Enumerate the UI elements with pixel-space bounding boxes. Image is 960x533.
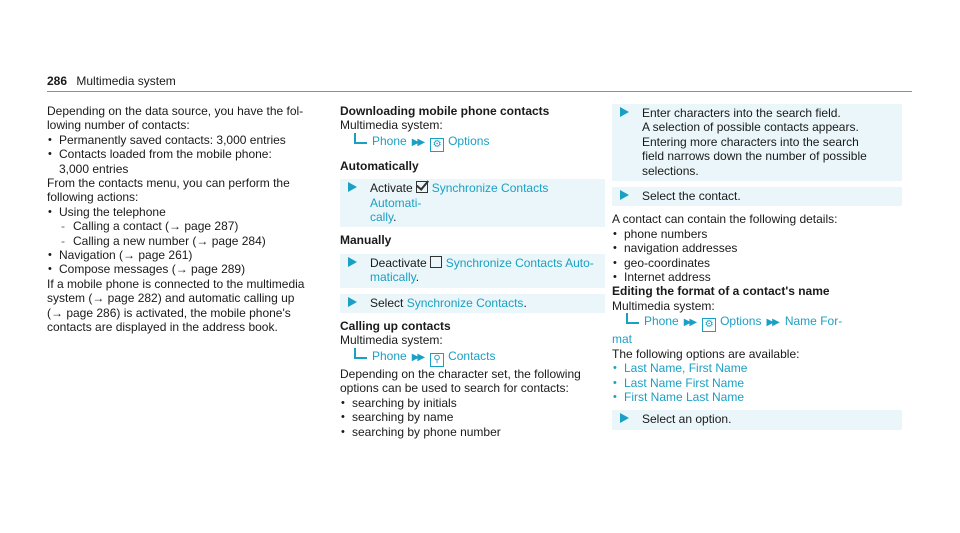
return-arrow-icon: [354, 133, 367, 144]
sub-list-item[interactable]: - Calling a contact (→ page 287): [47, 219, 317, 233]
double-chevron-icon: ▶▶: [411, 351, 424, 363]
double-chevron-icon: ▶▶: [766, 317, 778, 329]
subheading: Manually: [340, 233, 392, 248]
step-arrow-icon: [348, 257, 357, 267]
instruction-step: [612, 410, 902, 429]
double-chevron-icon: ▶▶: [683, 317, 696, 329]
step-text: Entering more characters into the search: [642, 134, 859, 149]
menu-path: [340, 348, 605, 367]
option-item[interactable]: • First Name Last Name: [612, 390, 902, 404]
return-arrow-icon: [626, 313, 639, 324]
paragraph-line: options can be used to search for contacts:: [340, 381, 569, 396]
list-item[interactable]: • Compose messages (→ page 289): [47, 262, 317, 276]
step-text: A selection of possible contacts appears.: [642, 120, 859, 135]
double-chevron-icon: ▶▶: [411, 136, 424, 148]
menu-name-format[interactable]: Name For-: [784, 314, 843, 329]
column-2: [340, 104, 605, 439]
step-text: Activate: [370, 181, 413, 196]
setting-link[interactable]: Synchronize Contacts Auto-: [445, 255, 594, 270]
menu-path-label: Multimedia system:: [340, 118, 443, 133]
section-title: Multimedia system: [76, 74, 176, 88]
return-arrow-icon: [354, 348, 367, 359]
checkbox-unchecked-icon: [430, 256, 442, 268]
column-1: [47, 104, 317, 335]
gear-icon: ⚙: [430, 138, 444, 152]
option-item[interactable]: • Last Name, First Name: [612, 361, 902, 375]
paragraph: [340, 367, 605, 396]
step-arrow-icon: [348, 182, 357, 192]
menu-path-label: Multimedia system:: [340, 333, 443, 348]
menu-phone[interactable]: Phone: [372, 348, 407, 363]
setting-link[interactable]: cally: [370, 210, 394, 225]
list-item: • Internet address: [612, 270, 902, 284]
list-item: • searching by phone number: [340, 425, 605, 439]
paragraph-line: (→ page 286) is activated, the mobile phone's: [47, 305, 291, 320]
instruction-step: Deactivate Synchronize Contacts Auto- matically.: [340, 254, 605, 288]
menu-path: [340, 133, 605, 152]
list-item: • geo-coordinates: [612, 256, 902, 270]
step-text: selections.: [642, 163, 699, 178]
search-icon: ⚲: [430, 353, 444, 367]
menu-options[interactable]: Options: [448, 133, 490, 148]
intro-line: Depending on the data source, you have the fol-: [47, 104, 304, 118]
checkbox-checked-icon: [416, 181, 428, 193]
instruction-step: Activate Synchronize Contacts Automati- cally.: [340, 179, 605, 227]
section-heading: Editing the format of a contact's name: [612, 284, 830, 299]
gear-icon: ⚙: [702, 318, 716, 332]
paragraph: The following options are available:: [612, 346, 800, 361]
list-item: • Using the telephone: [47, 205, 317, 219]
setting-link[interactable]: matically: [370, 270, 416, 285]
intro-line: lowing number of contacts:: [47, 118, 190, 133]
step-arrow-icon: [620, 413, 629, 423]
step-text: Enter characters into the search field.: [642, 106, 841, 120]
option-item[interactable]: • Last Name First Name: [612, 376, 902, 390]
column-3: [612, 104, 902, 436]
list-item-line: 3,000 entries: [59, 161, 129, 176]
sub-list-item[interactable]: - Calling a new number (→ page 284): [47, 234, 317, 248]
menu-options[interactable]: Options: [720, 314, 762, 329]
actions-intro: [47, 176, 317, 205]
menu-phone[interactable]: Phone: [372, 133, 407, 148]
subheading: Automatically: [340, 158, 419, 173]
menu-path: [612, 313, 902, 332]
paragraph-line: following actions:: [47, 190, 139, 205]
setting-link[interactable]: Synchronize Contacts: [406, 295, 524, 310]
list-item[interactable]: • Navigation (→ page 261): [47, 248, 317, 262]
list-item: [47, 147, 317, 176]
header-rule: [47, 91, 912, 92]
step-arrow-icon: [620, 107, 629, 117]
list-item: • Permanently saved contacts: 3,000 entries: [47, 133, 317, 147]
list-item: • navigation addresses: [612, 241, 902, 255]
menu-name-format-cont[interactable]: mat: [612, 332, 633, 347]
step-text: Select an option.: [642, 412, 732, 427]
page-number: 286: [47, 74, 68, 88]
page-header: [47, 74, 176, 88]
list-item-line: Contacts loaded from the mobile phone:: [59, 147, 272, 162]
list-item: • searching by name: [340, 410, 605, 424]
step-text: Deactivate: [370, 255, 427, 270]
step-arrow-icon: [348, 297, 357, 307]
step-text: field narrows down the number of possible: [642, 149, 867, 164]
paragraph-line: From the contacts menu, you can perform the: [47, 176, 290, 191]
outro-text: [47, 277, 317, 335]
paragraph-line: Depending on the character set, the following: [340, 366, 581, 381]
paragraph-line: If a mobile phone is connected to the multimedia: [47, 276, 305, 291]
instruction-step: Select Synchronize Contacts.: [340, 294, 605, 313]
paragraph-line: contacts are displayed in the address book.: [47, 320, 278, 335]
step-text: Select: [370, 295, 404, 310]
section-heading: Downloading mobile phone contacts: [340, 104, 550, 118]
paragraph: A contact can contain the following details:: [612, 212, 838, 227]
setting-link[interactable]: Synchronize Contacts Automati-: [370, 181, 549, 210]
intro-text: [47, 104, 317, 133]
menu-contacts[interactable]: Contacts: [448, 348, 496, 363]
section-heading: Calling up contacts: [340, 319, 451, 334]
instruction-step: [612, 104, 902, 181]
list-item: • phone numbers: [612, 227, 902, 241]
instruction-step: [612, 187, 902, 206]
menu-phone[interactable]: Phone: [644, 314, 679, 329]
step-arrow-icon: [620, 190, 629, 200]
menu-path-label: Multimedia system:: [612, 298, 715, 313]
list-item: • searching by initials: [340, 396, 605, 410]
step-text: Select the contact.: [642, 189, 741, 204]
paragraph-line: system (→ page 282) and automatic calling up: [47, 291, 295, 306]
